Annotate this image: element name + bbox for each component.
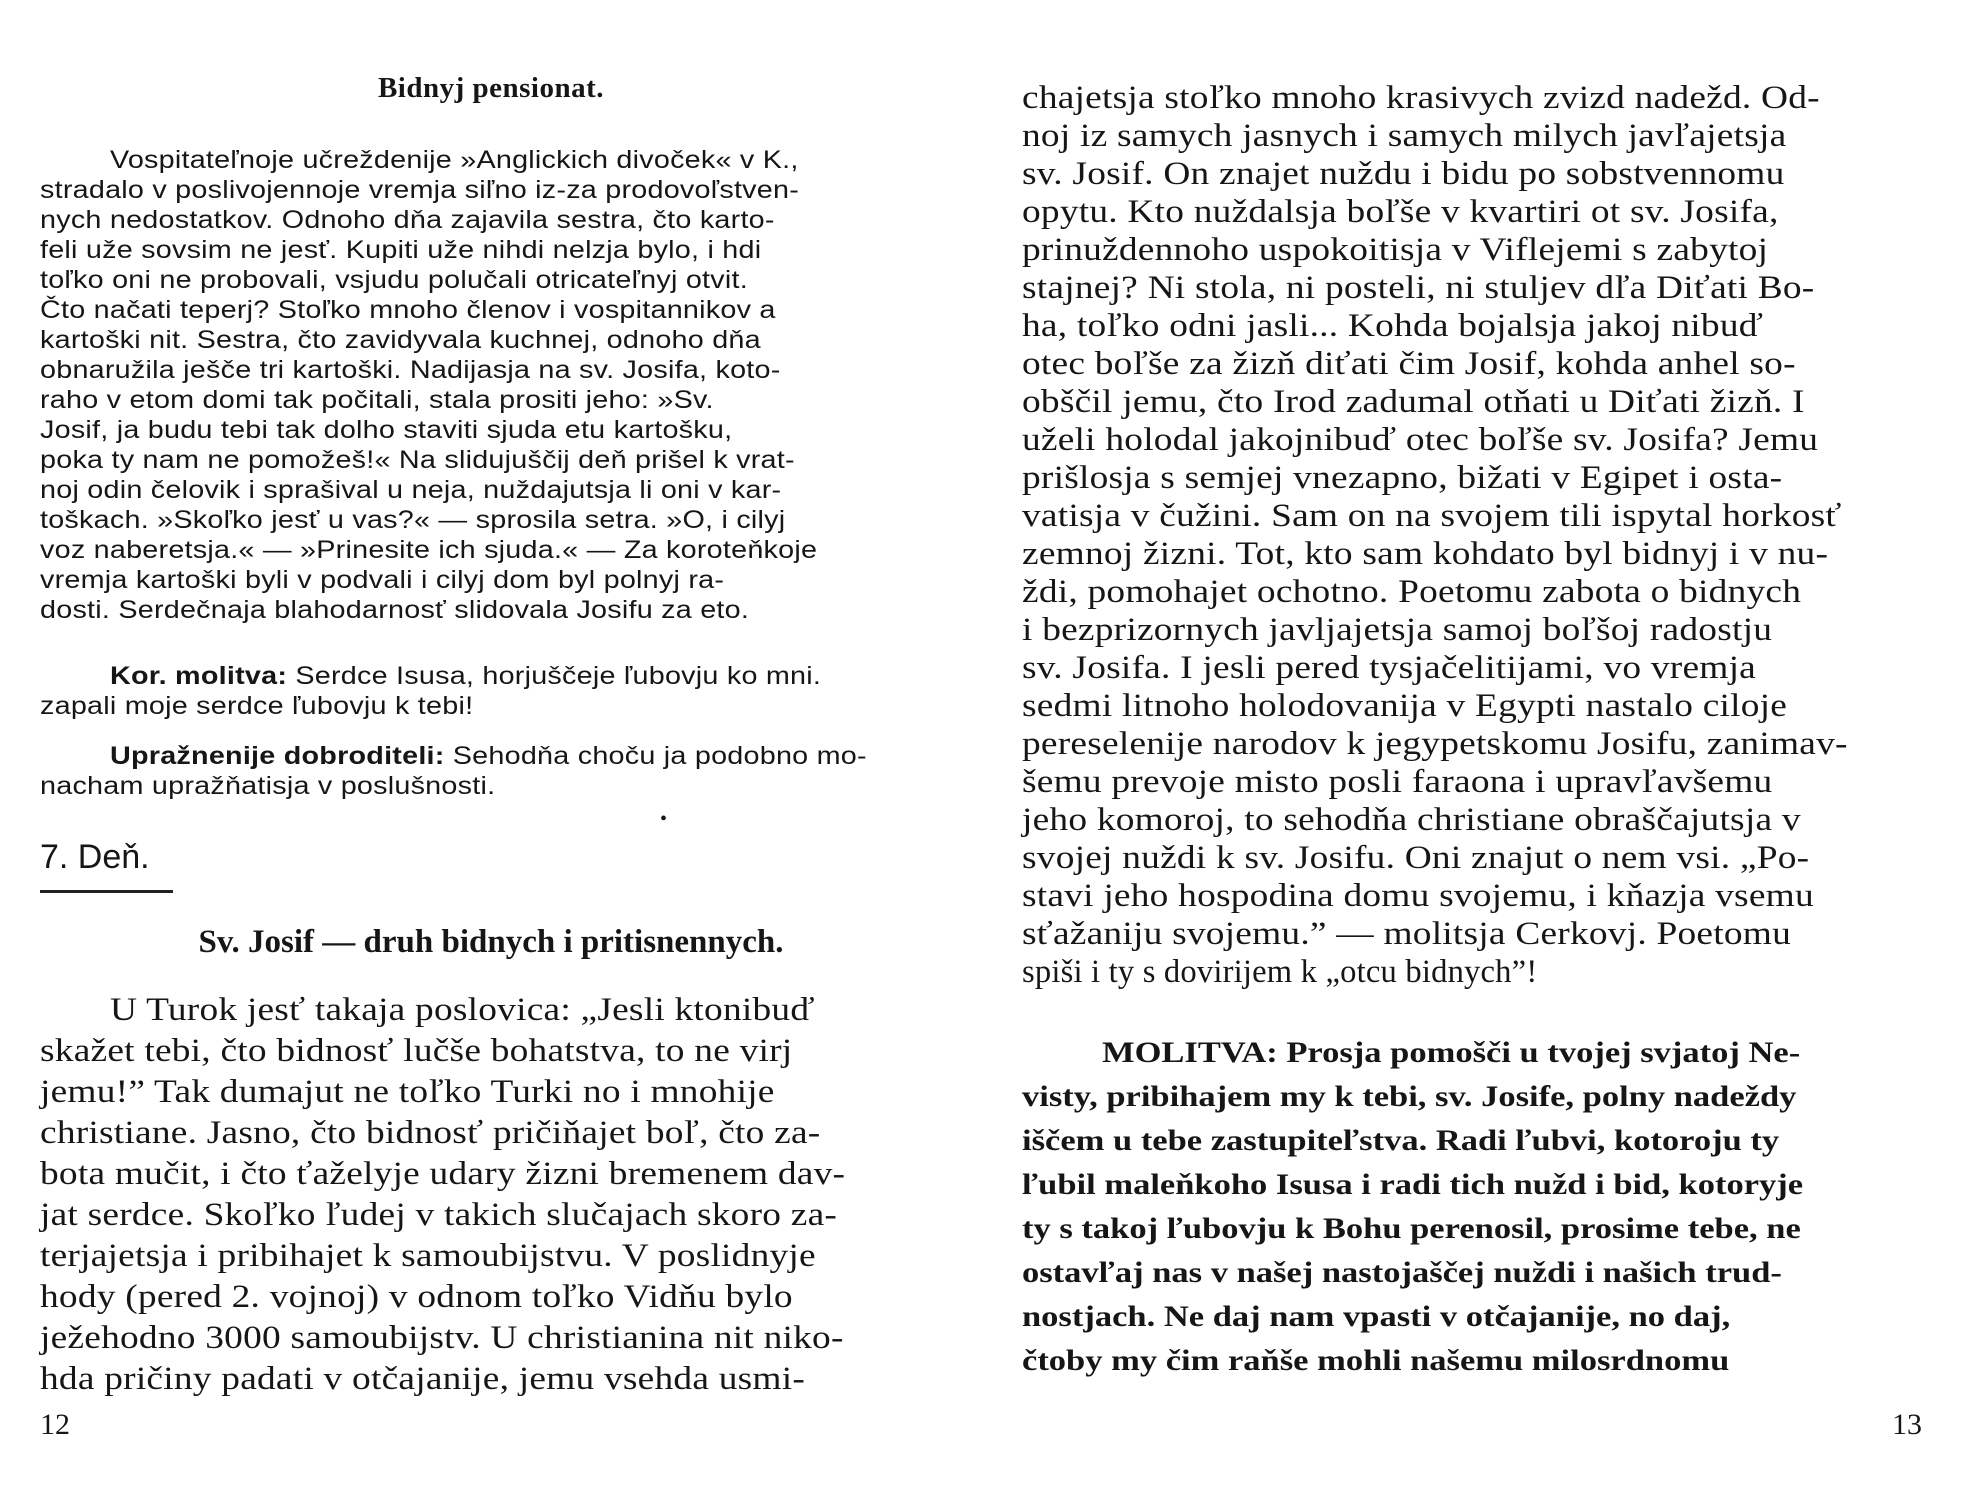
text-line: jat serdce. Skoľko ľudej v takich slučajach skoro za- xyxy=(40,1197,838,1233)
text-line: ľubil maleňkoho Isusa i radi tich nužd i bid, kotoryje xyxy=(1022,1168,1804,1201)
text-line: kartoški nit. Sestra, čto zavidyvala kuchnej, odnoho dňa xyxy=(40,326,761,354)
text-line: chajetsja stoľko mnoho krasivych zvizd nadežd. Od- xyxy=(1022,80,1820,116)
text-line: čtoby my čim raňše mohli našemu milosrdnomu xyxy=(1022,1344,1730,1377)
text-line: prinuždennoho uspokoitisja v Viflejemi s zabytoj xyxy=(1022,232,1769,268)
text-line: visty, pribihajem my k tebi, sv. Josife, polny nadeždy xyxy=(1022,1080,1797,1113)
text-line: zapali moje serdce ľubovju k tebi! xyxy=(40,692,474,720)
text-line: prišlosja s semjej vnezapno, bižati v Egipet i osta- xyxy=(1022,460,1783,496)
text-line: Josif, ja budu tebi tak dolho staviti sjuda etu kartošku, xyxy=(40,416,733,444)
text-line: feli uže sovsim ne jesť. Kupiti uže nihdi nelzja bylo, i hdi xyxy=(40,236,762,264)
text-line: obnaružila ješče tri kartoški. Nadijasja na sv. Josifa, koto- xyxy=(40,356,781,384)
text-line: noj iz samych jasnych i samych milych javľajetsja xyxy=(1022,118,1787,154)
heading-rule xyxy=(40,890,173,893)
text-line: ždi, pomohajet ochotno. Poetomu zabota o bidnych xyxy=(1022,574,1802,610)
text-line: nostjach. Ne daj nam vpasti v otčajanije, no daj, xyxy=(1022,1300,1731,1333)
text-line: ježehodno 3000 samoubijstv. U christianina nit niko- xyxy=(40,1320,844,1356)
text-line: sv. Josifa. I jesli pered tysjačelitijami, vo vremja xyxy=(1022,650,1757,686)
text-line: terjajetsja i pribihajet k samoubijstvu. V poslidnyje xyxy=(40,1238,816,1274)
text-line: Čto načati teperj? Stoľko mnoho členov i vospitannikov a xyxy=(40,296,776,324)
text-line xyxy=(110,742,867,771)
text-line: jeho komoroj, to sehodňa christiane obraščajutsja v xyxy=(1022,802,1801,838)
text-line: zemnoj žizni. Tot, kto sam kohdato byl bidnyj i v nu- xyxy=(1022,536,1829,572)
text-line: stavi jeho hospodina domu svojemu, i kňazja vsemu xyxy=(1022,878,1814,914)
stray-dot: • xyxy=(660,808,668,830)
text-line: ostavľaj nas v našej nastojaščej nuždi i našich trud- xyxy=(1022,1256,1782,1289)
text-line: sedmi litnoho holodovanija v Egypti nastalo ciloje xyxy=(1022,688,1788,724)
text-line: ha, toľko odni jasli... Kohda bojalsja jakoj nibuď xyxy=(1022,308,1764,344)
prayer-text: Prosja pomošči u tvojej svjatoj Ne- xyxy=(1277,1036,1801,1069)
text-line: poka ty nam ne pomožeš!« Na slidujuščij deň prišel k vrat- xyxy=(40,446,795,474)
text-line: stradalo v poslivojennoje vremja siľno iz-za prodovoľstven- xyxy=(40,176,800,204)
text-line: jemu!” Tak dumajut ne toľko Turki no i mnohije xyxy=(40,1074,775,1110)
prayer-label: MOLITVA: xyxy=(1102,1036,1278,1069)
story-title: Bidnyj pensionat. xyxy=(377,72,605,104)
page-number-right: 13 xyxy=(1892,1408,1922,1441)
chapter-subtitle: Sv. Josif — druh bidnych i pritisnennych. xyxy=(198,924,784,960)
text-line: skažet tebi, čto bidnosť lučše bohatstva, to ne virj xyxy=(40,1033,793,1069)
text-line: dosti. Serdečnaja blahodarnosť slidovala Josifu za eto. xyxy=(40,596,750,624)
text-line: noj odin čelovik i sprašival u neja, nuždajutsja li oni v kar- xyxy=(40,476,782,504)
right-page xyxy=(982,0,1964,1500)
text-line xyxy=(1102,1036,1800,1070)
text-line: spiši i ty s dovirijem k „otcu bidnych”! xyxy=(1022,954,1538,990)
short-prayer-text: Serdce Isusa, horjuščeje ľubovju ko mni. xyxy=(287,662,822,690)
text-line: otec boľše za žizň diťati čim Josif, kohda anhel so- xyxy=(1022,346,1796,382)
text-line: vatisja v čužini. Sam on na svojem tili ispytal horkosť xyxy=(1022,498,1842,534)
text-line: pereselenije narodov k jegypetskomu Josifu, zanimav- xyxy=(1022,726,1848,762)
virtue-exercise-label: Upražnenije dobroditeli: xyxy=(110,742,445,770)
text-line: bota mučit, i čto ťaželyje udary žizni bremenem dav- xyxy=(40,1156,846,1192)
text-line: obščil jemu, čto Irod zadumal otňati u Diťati žizň. I xyxy=(1022,384,1805,420)
text-line: christiane. Jasno, čto bidnosť pričiňajet boľ, čto za- xyxy=(40,1115,821,1151)
text-line: U Turok jesť takaja poslovica: „Jesli ktonibuď xyxy=(110,992,815,1028)
text-line: voz naberetsja.« — »Prinesite ich sjuda.« — Za koroteňkoje xyxy=(40,536,818,564)
text-line: nacham upražňatisja v poslušnosti. xyxy=(40,772,496,800)
text-line: ty s takoj ľubovju k Bohu perenosil, prosime tebe, ne xyxy=(1022,1212,1801,1245)
text-line: raho v etom domi tak počitali, stala prositi jeho: »Sv. xyxy=(40,386,714,414)
text-line: opytu. Kto nuždalsja boľše v kvartiri ot sv. Josifa, xyxy=(1022,194,1779,230)
virtue-exercise-text: Sehodňa choču ja podobno mo- xyxy=(444,742,867,770)
text-line xyxy=(110,662,821,691)
short-prayer-label: Kor. molitva: xyxy=(110,662,288,690)
text-line: Vospitateľnoje učreždenije »Anglickich divoček« v K., xyxy=(110,146,799,174)
text-line: sťažaniju svojemu.” — molitsja Cerkovj. Poetomu xyxy=(1022,916,1791,952)
text-line: svojej nuždi k sv. Josifu. Oni znajut o nem vsi. „Po- xyxy=(1022,840,1810,876)
text-line: toľko oni ne probovali, vsjudu polučali otricateľnyj otvit. xyxy=(40,266,748,294)
text-line: iščem u tebe zastupiteľstva. Radi ľubvi, kotoroju ty xyxy=(1022,1124,1780,1157)
text-line: vremja kartoški byli v podvali i cilyj dom byl polnyj ra- xyxy=(40,566,725,594)
text-line: nych nedostatkov. Odnoho dňa zajavila sestra, čto karto- xyxy=(40,206,775,234)
page-number-left: 12 xyxy=(40,1408,70,1441)
text-line: šemu prevoje misto posli faraona i upravľavšemu xyxy=(1022,764,1773,800)
text-line: toškach. »Skoľko jesť u vas?« — sprosila setra. »O, i cilyj xyxy=(40,506,786,534)
text-line: sv. Josif. On znajet nuždu i bidu po sobstvennomu xyxy=(1022,156,1785,192)
day-heading: 7. Deň. xyxy=(40,838,150,876)
text-line: hody (pered 2. vojnoj) v odnom toľko Vidňu bylo xyxy=(40,1279,793,1315)
text-line: i bezprizornych javljajetsja samoj boľšoj radostju xyxy=(1022,612,1773,648)
text-line: uželi holodal jakojnibuď otec boľše sv. Josifa? Jemu xyxy=(1022,422,1819,458)
text-line: hda pričiny padati v otčajanije, jemu vsehda usmi- xyxy=(40,1361,806,1397)
text-line: stajnej? Ni stola, ni posteli, ni stuljev dľa Diťati Bo- xyxy=(1022,270,1815,306)
